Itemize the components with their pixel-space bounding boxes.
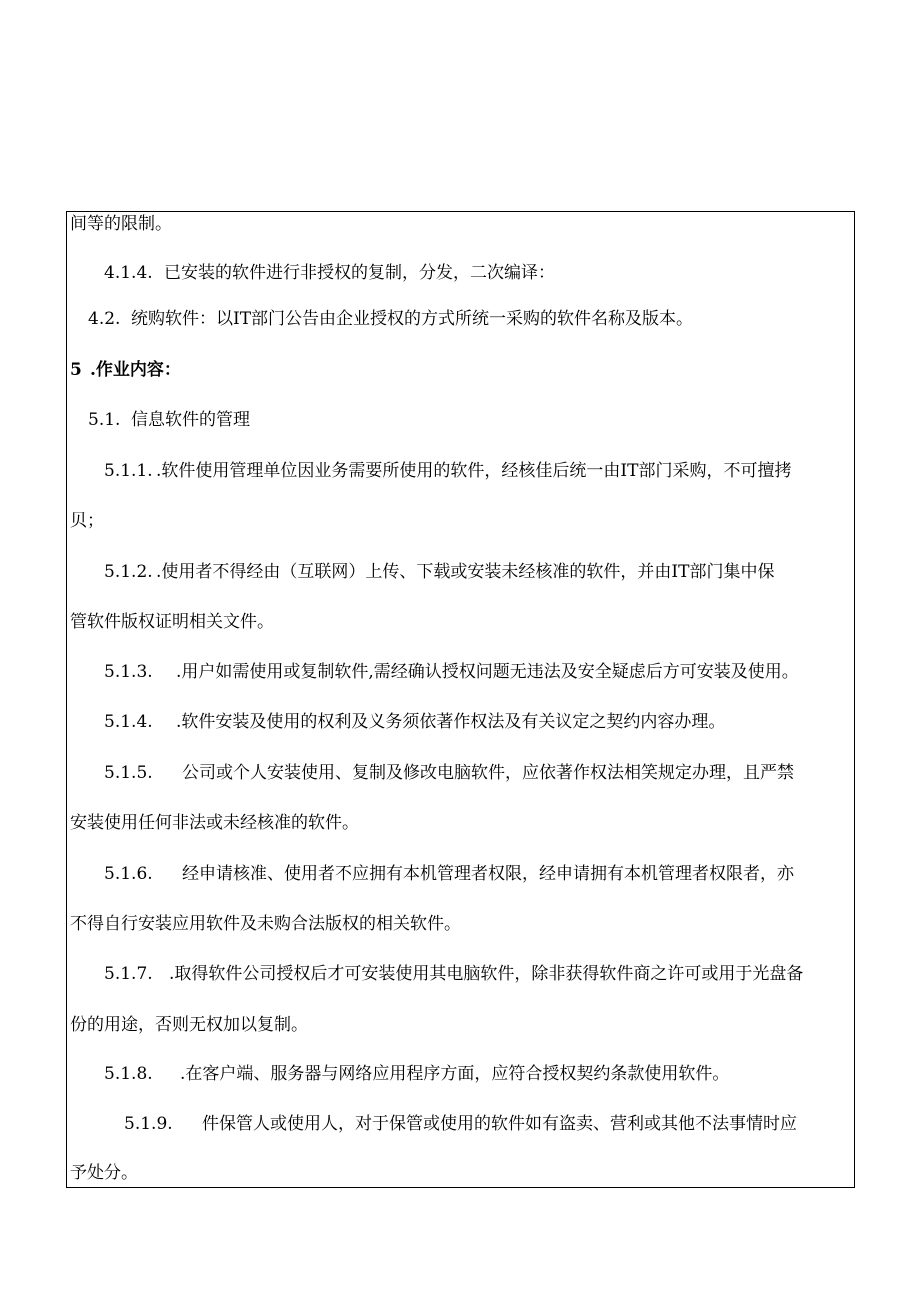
text-line bbox=[70, 813, 359, 833]
clause-number: 5.1.4. bbox=[104, 712, 153, 732]
clause-number: 4.1.4. bbox=[104, 263, 153, 283]
line-text: 贝； bbox=[70, 511, 104, 531]
document-frame bbox=[66, 211, 855, 1188]
text-line bbox=[70, 914, 461, 934]
line-text: 管软件版权证明相关文件。 bbox=[70, 612, 274, 632]
line-text: .使用者不得经由（互联网）上传、下载或安装未经核准的软件，并由IT部门集中保 bbox=[156, 562, 775, 582]
text-line bbox=[104, 461, 791, 481]
line-text: 统购软件：以IT部门公告由企业授权的方式所统一采购的软件名称及版本。 bbox=[131, 309, 694, 329]
line-text: .取得软件公司授权后才可安装使用其电脑软件，除非获得软件商之许可或用于光盘备 bbox=[169, 964, 804, 984]
line-text: .用户如需使用或复制软件,需经确认授权问题无违法及安全疑虑后方可安装及使用。 bbox=[176, 662, 799, 682]
text-line bbox=[70, 1015, 308, 1035]
text-line bbox=[104, 263, 555, 283]
text-line bbox=[70, 1163, 138, 1183]
line-text: 份的用途，否则无权加以复制。 bbox=[70, 1015, 308, 1035]
clause-number: 5.1. bbox=[88, 410, 121, 430]
line-text: 间等的限制。 bbox=[70, 214, 172, 234]
text-line bbox=[70, 511, 104, 531]
text-line bbox=[104, 1064, 729, 1084]
line-text: 件保管人或使用人，对于保管或使用的软件如有盗卖、营利或其他不法事情时应 bbox=[202, 1114, 797, 1134]
text-line bbox=[104, 662, 799, 682]
text-line bbox=[104, 864, 794, 884]
clause-number: 5.1.9. bbox=[124, 1114, 173, 1134]
clause-number: 5.1.1. bbox=[104, 461, 153, 481]
clause-number: 5.1.8. bbox=[104, 1064, 153, 1084]
text-line bbox=[88, 309, 693, 329]
text-line bbox=[124, 1114, 797, 1134]
section-title: .作业内容： bbox=[90, 360, 181, 380]
clause-number: 5.1.5. bbox=[104, 763, 153, 783]
text-line bbox=[104, 964, 803, 984]
text-line bbox=[88, 410, 250, 430]
section-heading bbox=[70, 360, 181, 380]
line-text: 信息软件的管理 bbox=[131, 410, 250, 430]
line-text: .软件安装及使用的权利及义务须依著作权法及有关议定之契约内容办理。 bbox=[176, 712, 726, 732]
section-number: 5 bbox=[70, 360, 82, 380]
line-text: 公司或个人安装使用、复制及修改电脑软件，应依著作权法相笑规定办理，且严禁 bbox=[182, 763, 794, 783]
line-text: 经申请核准、使用者不应拥有本机管理者权限，经申请拥有本机管理者权限者，亦 bbox=[182, 864, 794, 884]
text-line bbox=[70, 612, 274, 632]
clause-number: 4.2. bbox=[88, 309, 121, 329]
text-line bbox=[104, 712, 725, 732]
text-line bbox=[70, 214, 172, 234]
line-text: .软件使用管理单位因业务需要所使用的软件，经核佳后统一由IT部门采购，不可擅拷 bbox=[156, 461, 792, 481]
clause-number: 5.1.2. bbox=[104, 562, 153, 582]
line-text: 予处分。 bbox=[70, 1163, 138, 1183]
line-text: .在客户端、服务器与网络应用程序方面，应符合授权契约条款使用软件。 bbox=[180, 1064, 730, 1084]
clause-number: 5.1.6. bbox=[104, 864, 153, 884]
clause-number: 5.1.3. bbox=[104, 662, 153, 682]
text-line bbox=[104, 763, 794, 783]
text-line bbox=[104, 562, 774, 582]
line-text: 安装使用任何非法或未经核准的软件。 bbox=[70, 813, 359, 833]
line-text: 不得自行安装应用软件及未购合法版权的相关软件。 bbox=[70, 914, 461, 934]
line-text: 已安装的软件进行非授权的复制，分发，二次编译： bbox=[164, 263, 555, 283]
clause-number: 5.1.7. bbox=[104, 964, 153, 984]
